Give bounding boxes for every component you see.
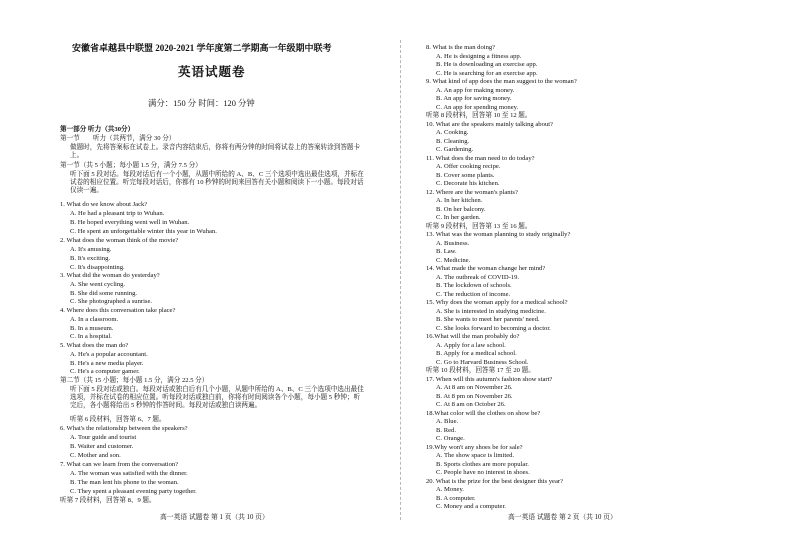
option: A. Business.	[436, 239, 470, 247]
option: A. In a classroom.	[70, 316, 119, 323]
question: 9. What kind of app does the man suggest to the woman?	[426, 78, 577, 85]
option: A. Cooking.	[436, 129, 469, 136]
question: 16.What will the man probably do?	[426, 333, 520, 340]
option: B. He is downloading an exercise app.	[436, 61, 538, 68]
question: 17. When will this autumn's fashion show start?	[426, 375, 553, 383]
option: C. He's a computer gamer.	[70, 368, 140, 375]
option: B. At 8 pm on November 26.	[436, 392, 513, 400]
question: 5. What does the man do?	[60, 342, 129, 349]
question: 6. What's the relationship between the speakers?	[60, 425, 188, 432]
question: 3. What did the woman do yesterday?	[60, 272, 160, 279]
instructions: 听下面 5 段对话。每段对话后有一个小题，从题中所给的 A、B、C 三个选项中选出最佳选项，并标在试卷的相应位置。听完每段对话后，你都有 10 秒钟的时间来回答有关小题和阅读下一小题。每段对话仅读一遍。	[70, 171, 364, 194]
option: A. An app for making money.	[436, 86, 515, 94]
option: A. The outbreak of COVID-19.	[436, 273, 520, 281]
option: B. Sports clothes are more popular.	[436, 460, 529, 468]
option: C. Go to Harvard Business School.	[436, 358, 529, 366]
option: B. The man lent his phone to the woman.	[70, 479, 179, 486]
option: B. It's exciting.	[70, 255, 111, 262]
listening-cue: 听第 7 段材料，回答第 8、9 题。	[60, 497, 156, 504]
option: B. An app for saving money.	[436, 95, 512, 102]
option: B. The lockdown of schools.	[436, 282, 512, 289]
listening-cue: 听第 8 段材料，回答第 10 至 12 题。	[426, 112, 532, 119]
option: C. In her garden.	[436, 214, 481, 221]
question: 14. What made the woman change her mind?	[426, 265, 546, 272]
question: 2. What does the woman think of the movie?	[60, 237, 179, 244]
page-footer: 高一英语 试题卷 第 1 页（共 10 页）	[160, 514, 269, 521]
option: A. The woman was satisfied with the dinner.	[70, 470, 188, 477]
question: 1. What do we know about Jack?	[60, 201, 148, 208]
option: C. People have no interest in shoes.	[436, 469, 530, 476]
option: C. It's disappointing.	[70, 264, 125, 271]
question: 11. What does the man need to do today?	[426, 154, 535, 162]
option: A. She went cycling.	[70, 281, 126, 288]
option: C. They spent a pleasant evening party together.	[70, 488, 197, 495]
column-divider	[400, 40, 401, 520]
option: A. He is designing a fitness app.	[436, 52, 522, 60]
option: C. The reduction of income.	[436, 290, 511, 298]
option: A. She is interested in studying medicine.	[436, 307, 546, 315]
question: 18.What color will the clothes on show be?	[426, 409, 541, 417]
option: A. He's a popular accountant.	[70, 351, 148, 358]
question: 4. Where does this conversation take place?	[60, 307, 176, 314]
instructions: 听下面 5 段对话或独白。每段对话或独白后有几个小题，从题中所给的 A、B、C 三个选项中选出最佳选项，并标在试卷的相应位置。听每段对话或独白前，你将有时间阅读各个小题，每小题 5 秒钟；听完后，各小题将给出 5 秒钟的作答时间。每段对话或独白读两遍。	[70, 386, 364, 409]
option: B. Waiter and customer.	[70, 443, 134, 450]
question: 15. Why does the woman apply for a medical school?	[426, 299, 568, 306]
option: A. He had a pleasant trip to Wuhan.	[70, 210, 165, 217]
question: 13. What was the woman planning to study originally?	[426, 231, 571, 238]
question: 8. What is the man doing?	[426, 44, 496, 51]
subject-title: 英语试题卷	[178, 65, 246, 79]
option: B. He's a new media player.	[70, 360, 144, 367]
question: 7. What can we learn from the conversation?	[60, 461, 179, 468]
option: C. Money and a computer.	[436, 503, 506, 510]
question: 10. What are the speakers mainly talking about?	[426, 120, 553, 128]
option: C. He spent an unforgettable winter this year in Wuhan.	[70, 228, 217, 235]
option: C. Medicine.	[436, 256, 471, 264]
option: C. An app for spending money.	[436, 103, 519, 111]
option: B. Cover some plants.	[436, 171, 495, 179]
option: B. Red.	[436, 426, 456, 434]
exam-title: 安徽省卓越县中联盟 2020-2021 学年度第二学期高一年级期中联考	[72, 43, 332, 53]
section-heading: 第一部分 听力（共30分）	[60, 126, 135, 133]
option: A. Apply for a law school.	[436, 341, 506, 349]
option: C. Gardening.	[436, 146, 474, 153]
section-subheading: 第一节 听力（共两节，满分 30 分）	[60, 135, 176, 142]
section-subheading: 第一节（共 5 小题；每小题 1.5 分，满分 7.5 分）	[60, 162, 202, 169]
option: C. She photographed a sunrise.	[70, 298, 153, 305]
instructions: 做题时，先将答案标在试卷上。录音内容结束后，你将有两分钟的时间将试卷上的答案转涂到答题卡上。	[70, 144, 361, 159]
question: 20. What is the prize for the best designer this year?	[426, 477, 564, 485]
option: C. Decorate his kitchen.	[436, 180, 500, 187]
option: B. Cleaning.	[436, 137, 470, 145]
page-footer: 高一英语 试题卷 第 2 页（共 10 页）	[508, 514, 617, 521]
option: A. Money.	[436, 486, 464, 493]
option: A. At 8 am on November 26.	[436, 384, 513, 391]
option: B. She did some running.	[70, 290, 138, 297]
option: B. She wants to meet her parents' need.	[436, 316, 540, 323]
option: C. At 8 am on October 26.	[436, 401, 506, 408]
option: A. Offer cooking recipe.	[436, 163, 501, 170]
option: C. Mother and son.	[70, 452, 121, 459]
listening-cue: 听第 6 段材料，回答第 6、7 题。	[70, 416, 166, 423]
option: A. In her kitchen.	[436, 197, 483, 204]
option: C. In a hospital.	[70, 333, 112, 340]
option: A. The show space is limited.	[436, 452, 515, 459]
listening-cue: 听第 9 段材料，回答第 13 至 16 题。	[426, 222, 532, 230]
option: C. She looks forward to becoming a doctor.	[436, 324, 551, 332]
listening-cue: 听第 10 段材料，回答第 17 至 20 题。	[426, 367, 535, 374]
option: B. Law.	[436, 248, 457, 255]
option: A. It's amusing.	[70, 246, 112, 253]
option: C. Orange.	[436, 435, 465, 442]
score-line: 满分：150 分 时间：120 分钟	[148, 99, 255, 108]
option: B. He hoped everything went well in Wuhan.	[70, 219, 190, 226]
option: C. He is searching for an exercise app.	[436, 69, 538, 77]
question: 12. Where are the woman's plants?	[426, 188, 518, 196]
option: B. A computer.	[436, 494, 476, 502]
option: A. Blue.	[436, 418, 459, 425]
section-subheading: 第二节（共 15 小题；每小题 1.5 分，满分 22.5 分）	[60, 377, 209, 384]
option: B. On her balcony.	[436, 205, 486, 213]
option: B. Apply for a medical school.	[436, 350, 517, 357]
option: A. Tour guide and tourist	[70, 434, 137, 441]
question: 19.Why won't any shoes be for sale?	[426, 443, 523, 451]
option: B. In a museum.	[70, 325, 114, 332]
